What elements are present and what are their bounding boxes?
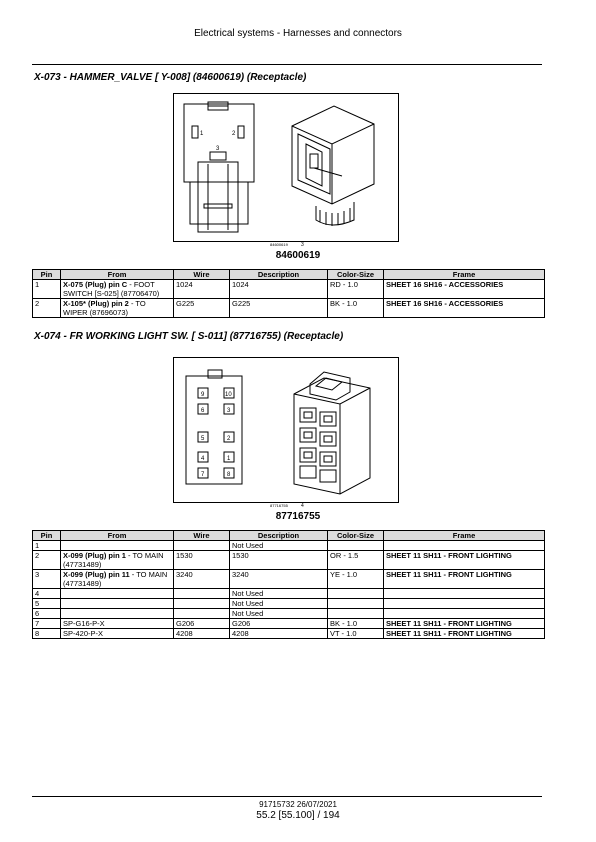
cell-frame xyxy=(384,609,545,619)
col-header-description: Description xyxy=(230,531,328,541)
table-row xyxy=(33,629,545,639)
cell-pin: 7 xyxy=(33,619,61,629)
figure-label-x074: 87716755 xyxy=(275,511,321,522)
footer-rule xyxy=(32,796,542,797)
table-row xyxy=(33,299,545,318)
section-title-x073: X-073 - HAMMER_VALVE [ Y-008] (84600619) (Receptacle) xyxy=(34,72,307,83)
cell-color-size: YE - 1.0 xyxy=(328,570,384,589)
cell-wire xyxy=(174,609,230,619)
page-header-title: Electrical systems - Harnesses and connectors xyxy=(194,28,402,39)
pin-label-3: 3 xyxy=(227,408,231,414)
cell-frame: SHEET 16 SH16 - ACCESSORIES xyxy=(384,299,545,318)
cell-color-size xyxy=(328,541,384,551)
working-light-switch-connector-drawing xyxy=(174,358,398,502)
cell-from xyxy=(61,570,174,589)
table-row xyxy=(33,541,545,551)
connector-figure-x073 xyxy=(173,93,399,242)
cell-pin: 5 xyxy=(33,599,61,609)
pin-table-x073 xyxy=(32,269,545,318)
col-header-frame: Frame xyxy=(384,531,545,541)
cell-color-size: BK - 1.0 xyxy=(328,299,384,318)
cell-frame xyxy=(384,589,545,599)
pin-label-8: 8 xyxy=(227,472,231,478)
cell-wire: G206 xyxy=(174,619,230,629)
table-row xyxy=(33,619,545,629)
cell-from-rest: - TO WIPER (87696073) xyxy=(63,299,146,317)
cell-pin: 2 xyxy=(33,299,61,318)
pin-table-x074 xyxy=(32,530,545,639)
cell-frame: SHEET 11 SH11 - FRONT LIGHTING xyxy=(384,619,545,629)
cell-frame: SHEET 11 SH11 - FRONT LIGHTING xyxy=(384,570,545,589)
cell-wire: 1024 xyxy=(174,280,230,299)
pin-label-2: 2 xyxy=(232,131,236,137)
cell-description: G225 xyxy=(230,299,328,318)
cell-from-rest: - TO MAIN (47731489) xyxy=(63,551,164,569)
cell-description: 1024 xyxy=(230,280,328,299)
cell-pin: 8 xyxy=(33,629,61,639)
cell-description: 4208 xyxy=(230,629,328,639)
cell-from xyxy=(61,589,174,599)
cell-from xyxy=(61,619,174,629)
pin-label-3: 3 xyxy=(216,146,220,152)
cell-description: Not Used xyxy=(230,589,328,599)
table-row xyxy=(33,551,545,570)
figure-caption-num-x074: 4 xyxy=(301,503,304,509)
cell-from xyxy=(61,629,174,639)
table-row xyxy=(33,599,545,609)
figure-caption-num-x073: 3 xyxy=(301,242,304,248)
cell-from-rest: SP-420-P-X xyxy=(63,629,104,638)
cell-color-size: BK - 1.0 xyxy=(328,619,384,629)
cell-color-size: OR - 1.5 xyxy=(328,551,384,570)
footer-page-ref: 55.2 [55.100] / 194 xyxy=(256,810,340,821)
cell-wire xyxy=(174,599,230,609)
cell-from-bold: X-099 (Plug) pin 1 xyxy=(63,551,126,560)
table-row xyxy=(33,280,545,299)
cell-from xyxy=(61,299,174,318)
table-row xyxy=(33,589,545,599)
figure-caption-code-x074: 87716755 xyxy=(270,503,288,508)
header-rule xyxy=(32,64,542,65)
cell-from-bold: X-105* (Plug) pin 2 xyxy=(63,299,129,308)
cell-pin: 1 xyxy=(33,280,61,299)
cell-color-size xyxy=(328,589,384,599)
pin-label-10: 10 xyxy=(225,392,232,398)
pin-label-1: 1 xyxy=(200,131,204,137)
table-row xyxy=(33,609,545,619)
pin-label-1: 1 xyxy=(227,456,231,462)
cell-frame: SHEET 11 SH11 - FRONT LIGHTING xyxy=(384,629,545,639)
cell-wire: 1530 xyxy=(174,551,230,570)
cell-frame: SHEET 11 SH11 - FRONT LIGHTING xyxy=(384,551,545,570)
cell-pin: 3 xyxy=(33,570,61,589)
cell-description: Not Used xyxy=(230,541,328,551)
cell-pin: 6 xyxy=(33,609,61,619)
hammer-valve-connector-drawing xyxy=(174,94,398,241)
cell-color-size: RD - 1.0 xyxy=(328,280,384,299)
cell-from-rest: - TO MAIN (47731489) xyxy=(63,570,168,588)
cell-description: G206 xyxy=(230,619,328,629)
cell-pin: 1 xyxy=(33,541,61,551)
col-header-wire: Wire xyxy=(174,270,230,280)
col-header-pin: Pin xyxy=(33,531,61,541)
col-header-color-size: Color-Size xyxy=(328,531,384,541)
cell-description: 3240 xyxy=(230,570,328,589)
cell-wire: G225 xyxy=(174,299,230,318)
col-header-frame: Frame xyxy=(384,270,545,280)
table-header-row xyxy=(33,270,545,280)
figure-label-x073: 84600619 xyxy=(275,250,321,261)
cell-description: 1530 xyxy=(230,551,328,570)
cell-from-rest: SP-G16-P-X xyxy=(63,619,105,628)
cell-description: Not Used xyxy=(230,609,328,619)
cell-color-size xyxy=(328,609,384,619)
cell-color-size: VT - 1.0 xyxy=(328,629,384,639)
table-header-row xyxy=(33,531,545,541)
cell-wire xyxy=(174,541,230,551)
cell-from-bold: X-075 (Plug) pin C xyxy=(63,280,128,289)
pin-label-7: 7 xyxy=(201,472,205,478)
pin-label-6: 6 xyxy=(201,408,205,414)
col-header-wire: Wire xyxy=(174,531,230,541)
table-row xyxy=(33,570,545,589)
section-title-x074: X-074 - FR WORKING LIGHT SW. [ S-011] (87716755) (Receptacle) xyxy=(34,331,344,342)
cell-pin: 2 xyxy=(33,551,61,570)
figure-caption-code-x073: 84600619 xyxy=(270,242,288,247)
col-header-from: From xyxy=(61,270,174,280)
pin-label-9: 9 xyxy=(201,392,205,398)
cell-frame: SHEET 16 SH16 - ACCESSORIES xyxy=(384,280,545,299)
cell-from-bold: X-099 (Plug) pin 11 xyxy=(63,570,130,579)
cell-from xyxy=(61,280,174,299)
col-header-description: Description xyxy=(230,270,328,280)
footer-doc-ref: 91715732 26/07/2021 xyxy=(259,800,337,809)
cell-pin: 4 xyxy=(33,589,61,599)
cell-from xyxy=(61,599,174,609)
pin-label-2: 2 xyxy=(227,436,231,442)
cell-from xyxy=(61,609,174,619)
cell-color-size xyxy=(328,599,384,609)
cell-from xyxy=(61,541,174,551)
pin-label-4: 4 xyxy=(201,456,205,462)
cell-from-rest: - FOOT SWITCH [S-025] (87706470) xyxy=(63,280,160,298)
pin-label-5: 5 xyxy=(201,436,205,442)
cell-description: Not Used xyxy=(230,599,328,609)
cell-frame xyxy=(384,599,545,609)
cell-wire: 3240 xyxy=(174,570,230,589)
col-header-from: From xyxy=(61,531,174,541)
cell-frame xyxy=(384,541,545,551)
col-header-pin: Pin xyxy=(33,270,61,280)
cell-wire: 4208 xyxy=(174,629,230,639)
col-header-color-size: Color-Size xyxy=(328,270,384,280)
connector-figure-x074 xyxy=(173,357,399,503)
cell-from xyxy=(61,551,174,570)
cell-wire xyxy=(174,589,230,599)
